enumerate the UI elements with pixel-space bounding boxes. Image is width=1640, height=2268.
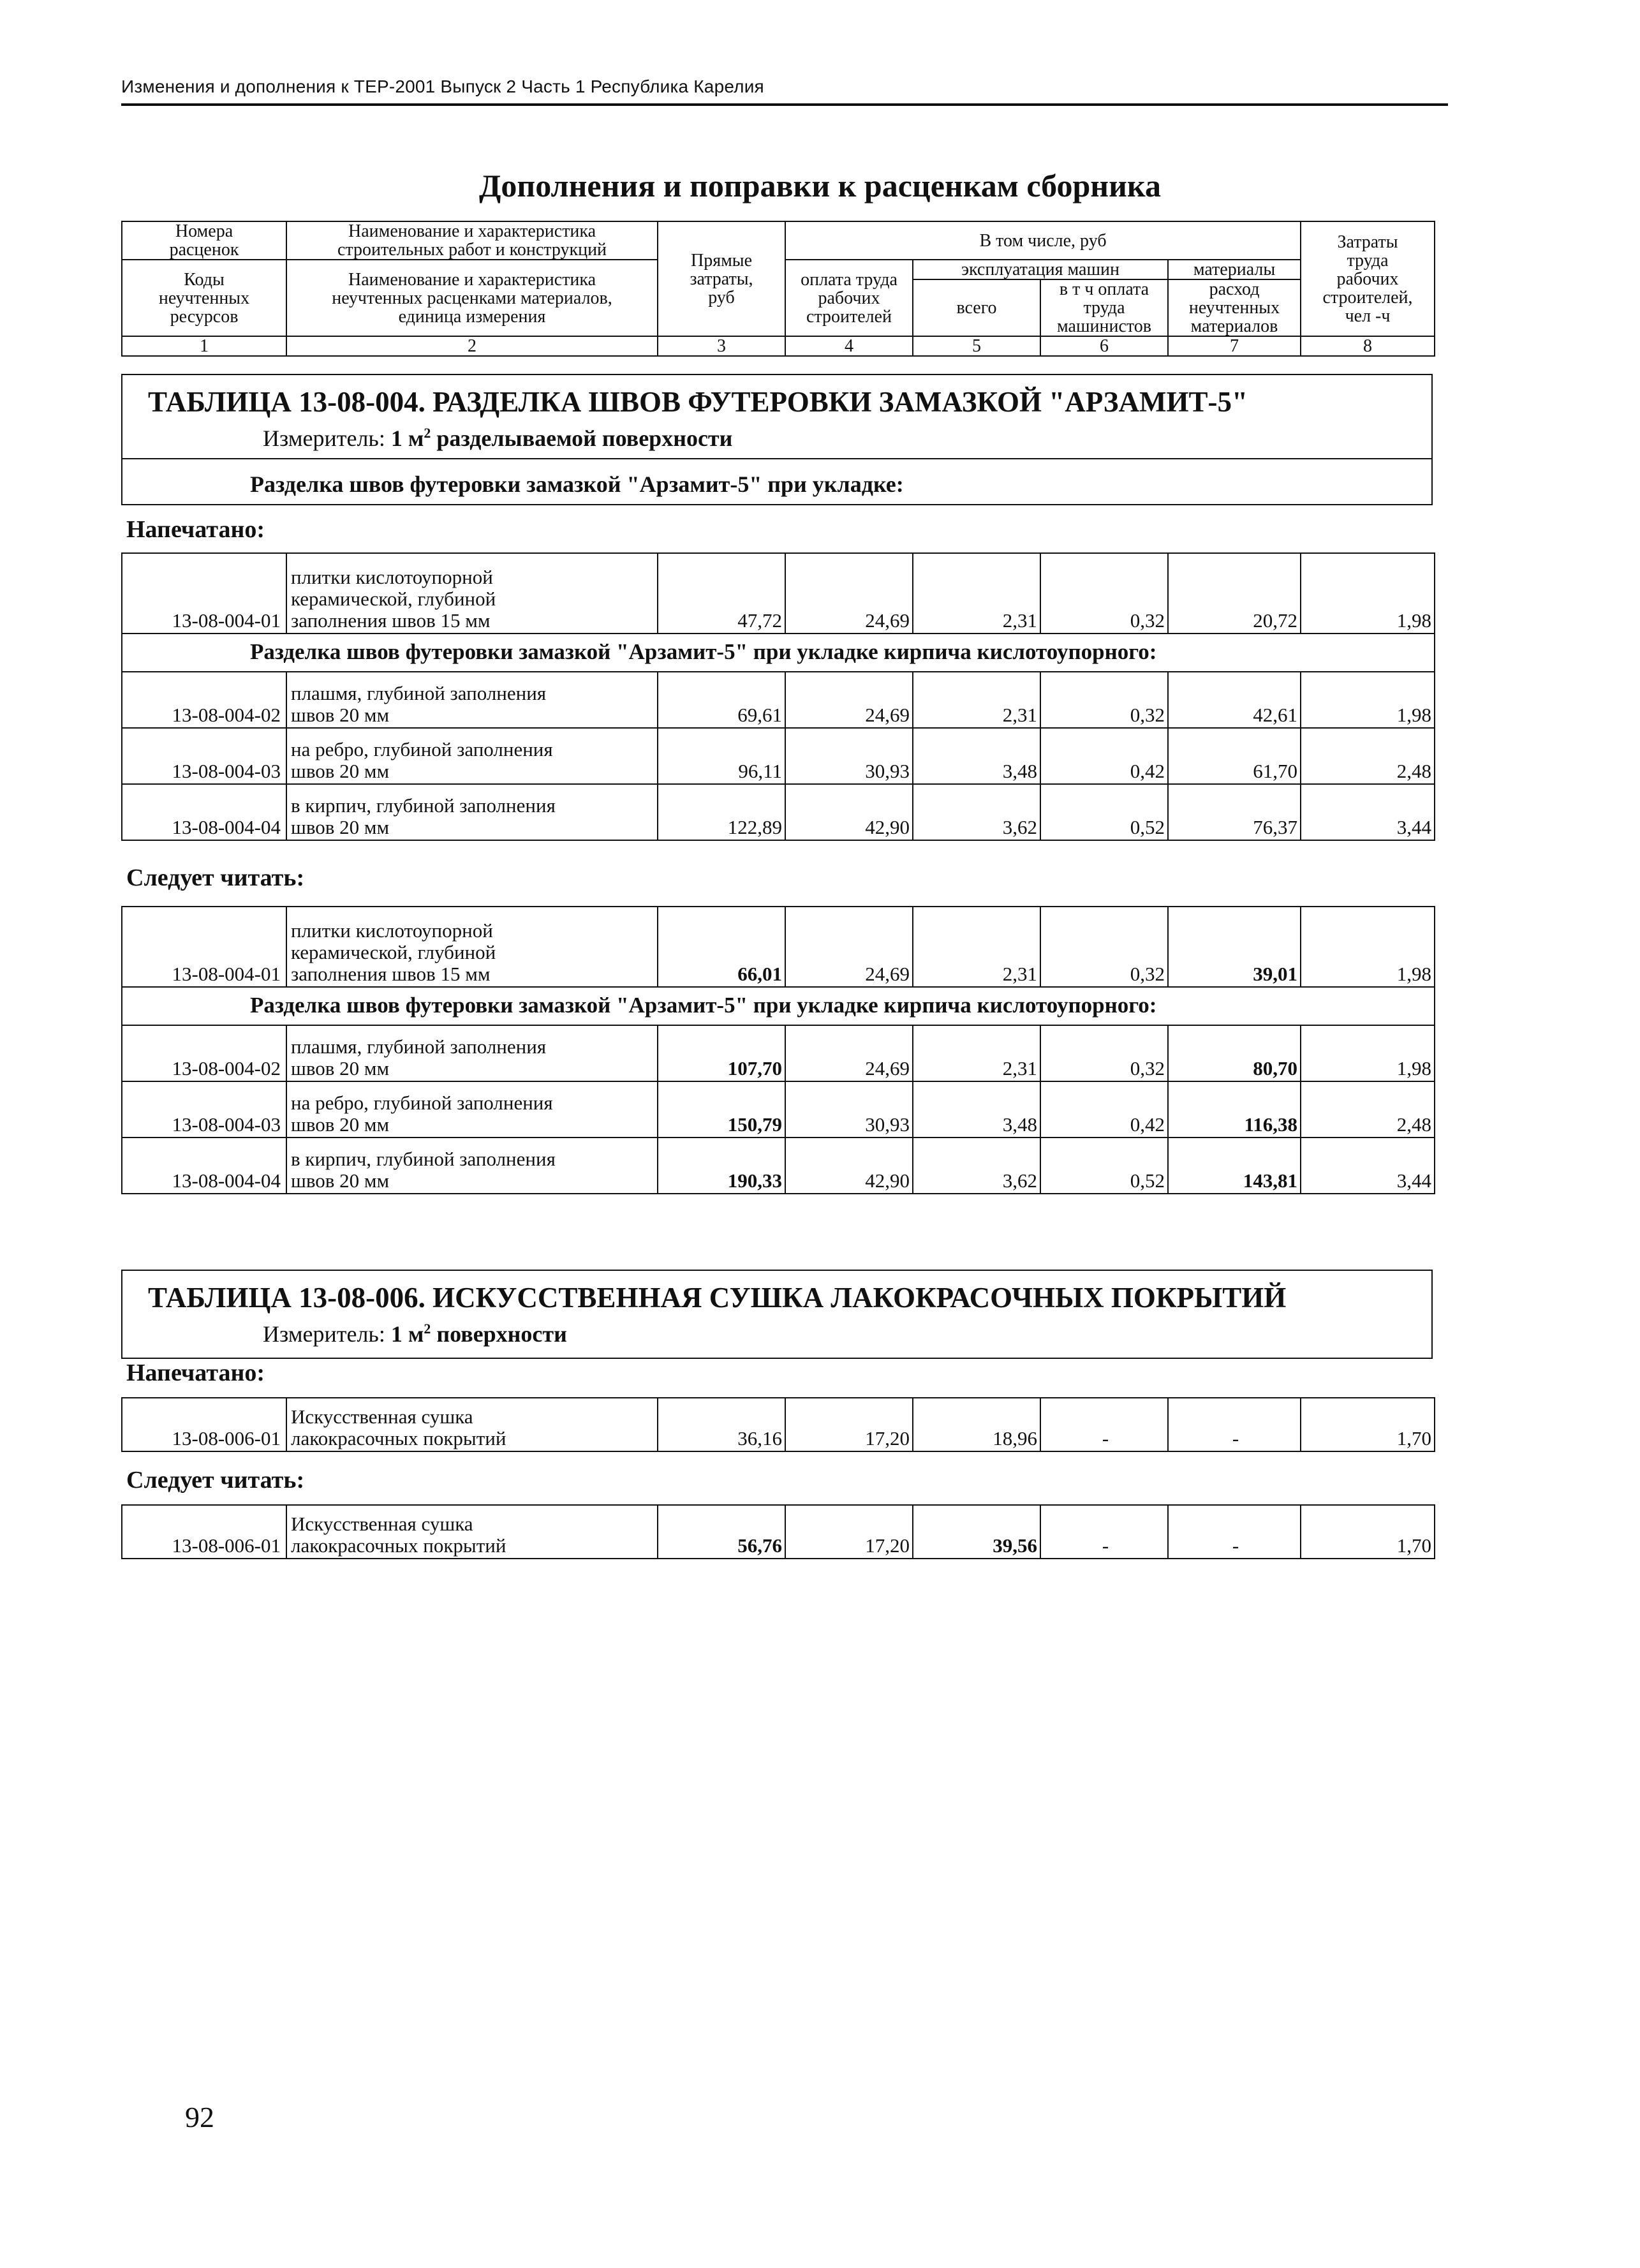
value-c8: 1,98 xyxy=(1301,672,1435,728)
description-line: плашмя, глубиной заполнения xyxy=(291,1035,547,1058)
table1-title: ТАБЛИЦА 13-08-004. РАЗДЕЛКА ШВОВ ФУТЕРОВКИ ЗАМАЗКОЙ "АРЗАМИТ-5" xyxy=(148,386,1248,418)
description-line: швов 20 мм xyxy=(291,760,390,782)
rate-code: 13-08-004-01 xyxy=(122,553,286,634)
work-description xyxy=(286,1398,658,1451)
table-row xyxy=(122,1398,1435,1451)
value-c4: 42,90 xyxy=(785,784,913,840)
description-line: заполнения швов 15 мм xyxy=(291,609,491,632)
col7-header: расход неучтенных материалов xyxy=(1168,279,1301,336)
column-header-table xyxy=(121,221,1435,357)
table-row xyxy=(122,672,1435,728)
table-row xyxy=(122,1505,1435,1559)
value-c3: 56,76 xyxy=(658,1505,785,1559)
table-row xyxy=(122,553,1435,634)
description-line: плашмя, глубиной заполнения xyxy=(291,682,547,704)
machines-header: эксплуатация машин xyxy=(913,260,1168,279)
value-c8: 3,44 xyxy=(1301,1138,1435,1194)
col5-header: всего xyxy=(913,279,1040,336)
read-label: Следует читать: xyxy=(126,1467,305,1493)
col8-header: Затраты труда рабочих строителей, чел -ч xyxy=(1301,221,1435,336)
value-c3: 150,79 xyxy=(658,1081,785,1138)
header-rule xyxy=(121,103,1448,106)
value-c8: 1,98 xyxy=(1301,553,1435,634)
description-line: швов 20 мм xyxy=(291,1057,390,1079)
value-c3: 107,70 xyxy=(658,1025,785,1081)
rate-code: 13-08-004-04 xyxy=(122,1138,286,1194)
col-number: 7 xyxy=(1168,336,1301,356)
value-c7: - xyxy=(1168,1398,1301,1451)
work-description xyxy=(286,1138,658,1194)
section-heading: Разделка швов футеровки замазкой "Арзамит-5" при укладке кирпича кислотоупорного: xyxy=(122,987,1435,1025)
table2-printed xyxy=(121,1397,1435,1452)
value-c5: 2,31 xyxy=(913,672,1040,728)
col-number: 2 xyxy=(286,336,658,356)
description-line: на ребро, глубиной заполнения xyxy=(291,1092,553,1114)
read-label: Следует читать: xyxy=(126,864,305,891)
table2-corrected xyxy=(121,1504,1435,1559)
col-number: 1 xyxy=(122,336,286,356)
value-c5: 3,62 xyxy=(913,784,1040,840)
col-number: 4 xyxy=(785,336,913,356)
work-description xyxy=(286,1505,658,1559)
running-header: Изменения и дополнения к ТЕР-2001 Выпуск 2 Часть 1 Республика Карелия xyxy=(121,77,764,96)
table1-measure: Измеритель: 1 $м^2$ разделываемой поверхности xyxy=(263,425,733,451)
value-c5: 18,96 xyxy=(913,1398,1040,1451)
rate-code: 13-08-004-03 xyxy=(122,1081,286,1138)
table2-title: ТАБЛИЦА 13-08-006. ИСКУССТВЕННАЯ СУШКА ЛАКОКРАСОЧНЫХ ПОКРЫТИЙ xyxy=(148,1282,1287,1314)
col4-header: оплата труда рабочих строителей xyxy=(785,260,913,336)
description-line: плитки кислотоупорной xyxy=(291,566,493,588)
work-description xyxy=(286,784,658,840)
value-c7: 80,70 xyxy=(1168,1025,1301,1081)
table1-corrected xyxy=(121,906,1435,1194)
rate-code: 13-08-004-04 xyxy=(122,784,286,840)
value-c5: 39,56 xyxy=(913,1505,1040,1559)
value-c6: 0,32 xyxy=(1040,1025,1168,1081)
section-heading: Разделка швов футеровки замазкой "Арзамит-5" при укладке кирпича кислотоупорного: xyxy=(122,634,1435,672)
value-c7: 143,81 xyxy=(1168,1138,1301,1194)
table2-measure: Измеритель: 1 $м^2$ поверхности xyxy=(263,1321,567,1347)
page-number: 92 xyxy=(185,2101,214,2133)
value-c6: 0,32 xyxy=(1040,553,1168,634)
col6-header: в т ч оплата труда машинистов xyxy=(1040,279,1168,336)
value-c8: 1,70 xyxy=(1301,1505,1435,1559)
value-c4: 30,93 xyxy=(785,1081,913,1138)
value-c6: 0,42 xyxy=(1040,1081,1168,1138)
value-c3: 190,33 xyxy=(658,1138,785,1194)
col-number: 5 xyxy=(913,336,1040,356)
section-row xyxy=(122,634,1435,672)
value-c4: 17,20 xyxy=(785,1398,913,1451)
value-c7: 20,72 xyxy=(1168,553,1301,634)
value-c4: 42,90 xyxy=(785,1138,913,1194)
value-c5: 2,31 xyxy=(913,907,1040,987)
value-c4: 24,69 xyxy=(785,1025,913,1081)
value-c3: 36,16 xyxy=(658,1398,785,1451)
value-c6: 0,32 xyxy=(1040,907,1168,987)
value-c5: 2,31 xyxy=(913,553,1040,634)
value-c7: - xyxy=(1168,1505,1301,1559)
value-c8: 2,48 xyxy=(1301,1081,1435,1138)
value-c6: 0,32 xyxy=(1040,672,1168,728)
value-c3: 122,89 xyxy=(658,784,785,840)
table1-subheading: Разделка швов футеровки замазкой "Арзамит-5" при укладке: xyxy=(250,471,904,497)
work-description xyxy=(286,728,658,784)
value-c8: 1,98 xyxy=(1301,1025,1435,1081)
table1-box-separator xyxy=(122,458,1431,459)
table-row xyxy=(122,907,1435,987)
printed-label: Напечатано: xyxy=(126,516,265,543)
rate-code: 13-08-006-01 xyxy=(122,1505,286,1559)
value-c4: 17,20 xyxy=(785,1505,913,1559)
value-c4: 24,69 xyxy=(785,553,913,634)
value-c3: 47,72 xyxy=(658,553,785,634)
value-c8: 1,98 xyxy=(1301,907,1435,987)
col1-top: Номера расценок xyxy=(122,221,286,260)
value-c3: 96,11 xyxy=(658,728,785,784)
table-row xyxy=(122,1138,1435,1194)
table-row xyxy=(122,1081,1435,1138)
materials-header: материалы xyxy=(1168,260,1301,279)
section-row xyxy=(122,987,1435,1025)
value-c7: 42,61 xyxy=(1168,672,1301,728)
rate-code: 13-08-006-01 xyxy=(122,1398,286,1451)
description-line: на ребро, глубиной заполнения xyxy=(291,738,553,760)
description-line: швов 20 мм xyxy=(291,816,390,838)
printed-label: Напечатано: xyxy=(126,1360,265,1386)
value-c3: 69,61 xyxy=(658,672,785,728)
work-description xyxy=(286,907,658,987)
value-c6: 0,52 xyxy=(1040,784,1168,840)
table-row xyxy=(122,784,1435,840)
rate-code: 13-08-004-01 xyxy=(122,907,286,987)
table-row xyxy=(122,1025,1435,1081)
col-number: 8 xyxy=(1301,336,1435,356)
table-row xyxy=(122,728,1435,784)
value-c8: 1,70 xyxy=(1301,1398,1435,1451)
value-c8: 3,44 xyxy=(1301,784,1435,840)
col3-header: Прямые затраты, руб xyxy=(658,221,785,336)
value-c6: - xyxy=(1040,1505,1168,1559)
value-c6: - xyxy=(1040,1398,1168,1451)
rate-code: 13-08-004-02 xyxy=(122,672,286,728)
value-c6: 0,52 xyxy=(1040,1138,1168,1194)
col2-top: Наименование и характеристика строительных работ и конструкций xyxy=(286,221,658,260)
table2-title-box xyxy=(121,1270,1433,1359)
col1-bottom: Коды неучтенных ресурсов xyxy=(122,260,286,336)
description-line: керамической, глубиной xyxy=(291,588,496,610)
included-header: В том числе, руб xyxy=(785,221,1301,260)
rate-code: 13-08-004-03 xyxy=(122,728,286,784)
value-c5: 2,31 xyxy=(913,1025,1040,1081)
value-c7: 39,01 xyxy=(1168,907,1301,987)
value-c6: 0,42 xyxy=(1040,728,1168,784)
value-c5: 3,48 xyxy=(913,1081,1040,1138)
col2-bottom: Наименование и характеристика неучтенных расценками материалов, единица измерения xyxy=(286,260,658,336)
value-c4: 24,69 xyxy=(785,907,913,987)
value-c8: 2,48 xyxy=(1301,728,1435,784)
value-c4: 30,93 xyxy=(785,728,913,784)
description-line: швов 20 мм xyxy=(291,1113,390,1136)
description-line: Искусственная сушка xyxy=(291,1405,473,1428)
description-line: керамической, глубиной xyxy=(291,941,496,963)
description-line: лакокрасочных покрытий xyxy=(291,1427,506,1449)
work-description xyxy=(286,553,658,634)
value-c5: 3,62 xyxy=(913,1138,1040,1194)
value-c5: 3,48 xyxy=(913,728,1040,784)
description-line: в кирпич, глубиной заполнения xyxy=(291,794,556,817)
col-number: 6 xyxy=(1040,336,1168,356)
description-line: лакокрасочных покрытий xyxy=(291,1534,506,1557)
value-c7: 116,38 xyxy=(1168,1081,1301,1138)
value-c4: 24,69 xyxy=(785,672,913,728)
description-line: заполнения швов 15 мм xyxy=(291,963,491,985)
value-c7: 61,70 xyxy=(1168,728,1301,784)
document-title: Дополнения и поправки к расценкам сборника xyxy=(479,168,1161,204)
work-description xyxy=(286,672,658,728)
description-line: швов 20 мм xyxy=(291,1169,390,1192)
value-c7: 76,37 xyxy=(1168,784,1301,840)
rate-code: 13-08-004-02 xyxy=(122,1025,286,1081)
work-description xyxy=(286,1025,658,1081)
col-number: 3 xyxy=(658,336,785,356)
table1-printed xyxy=(121,552,1435,841)
description-line: плитки кислотоупорной xyxy=(291,919,493,942)
value-c3: 66,01 xyxy=(658,907,785,987)
table1-title-box xyxy=(121,374,1433,505)
description-line: в кирпич, глубиной заполнения xyxy=(291,1148,556,1170)
description-line: Искусственная сушка xyxy=(291,1513,473,1535)
work-description xyxy=(286,1081,658,1138)
description-line: швов 20 мм xyxy=(291,704,390,726)
